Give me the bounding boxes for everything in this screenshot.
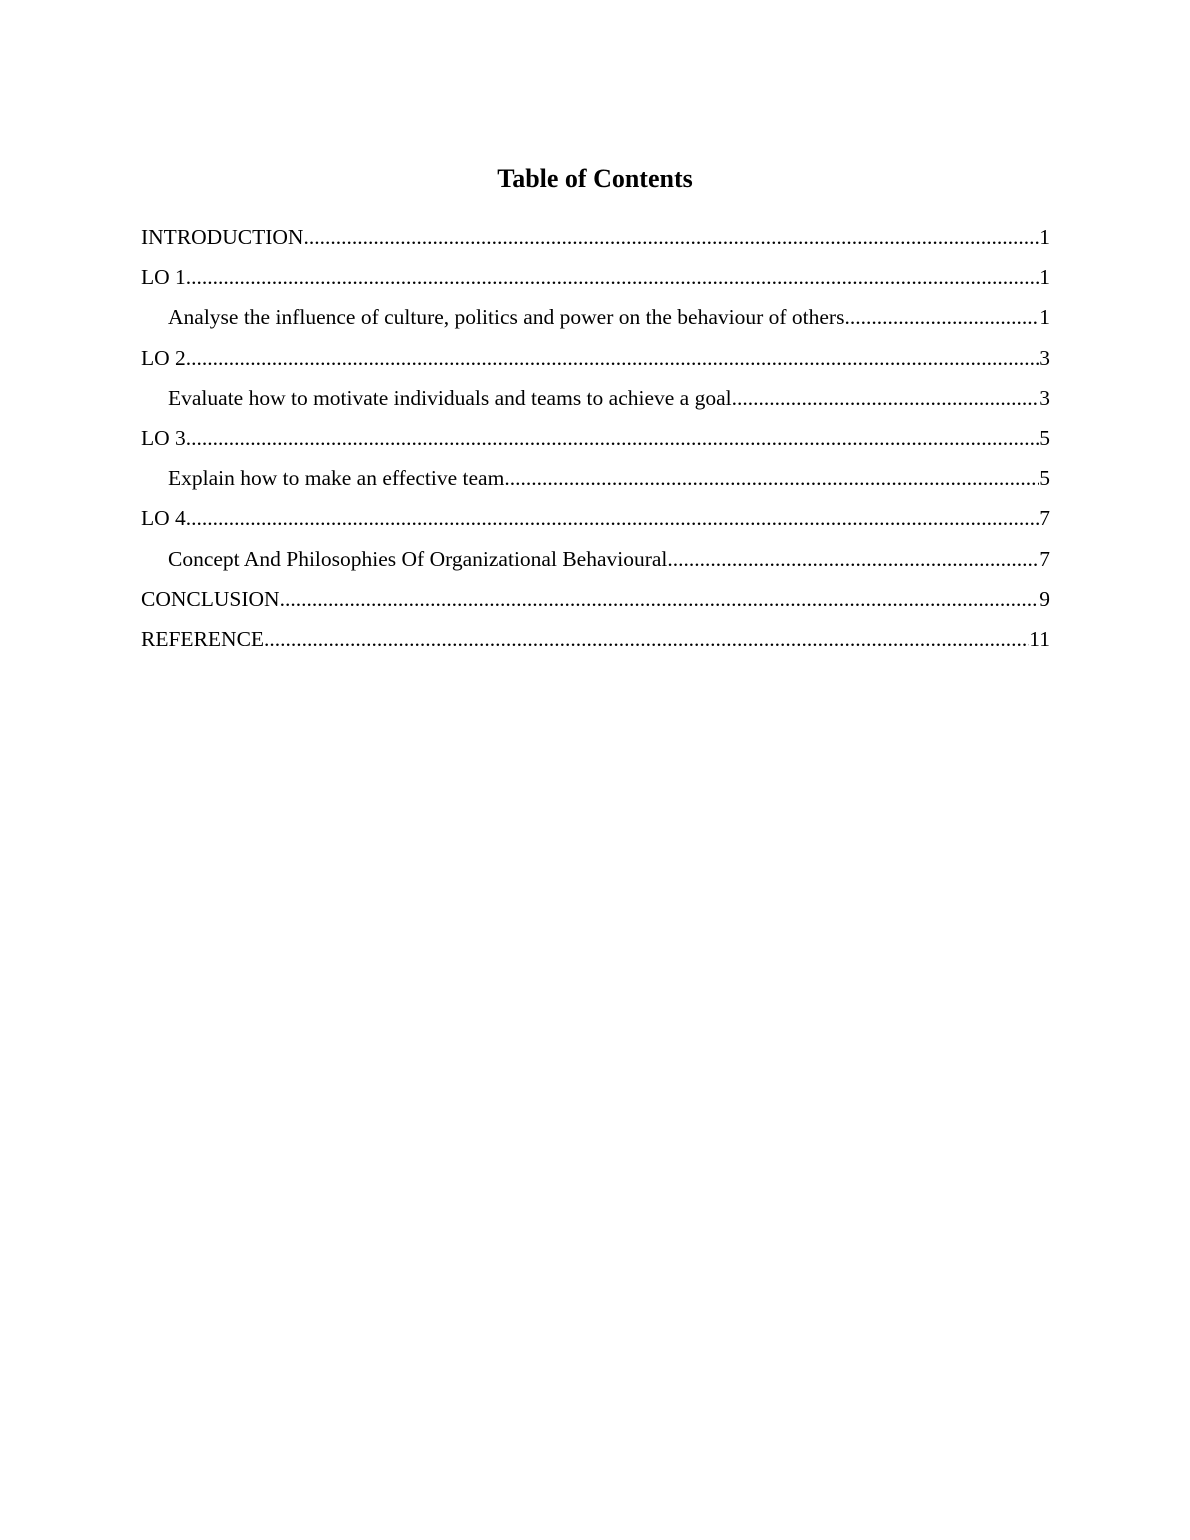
toc-dot-leader xyxy=(504,464,1039,492)
toc-entry-lo4-concept[interactable] xyxy=(141,544,1050,584)
toc-dot-leader xyxy=(186,424,1039,452)
toc-dot-leader xyxy=(732,384,1040,412)
toc-entry-page: 1 xyxy=(1039,305,1050,330)
toc-dot-leader xyxy=(844,303,1039,331)
toc-entry-page: 1 xyxy=(1039,225,1050,249)
toc-entry-lo2-evaluate[interactable] xyxy=(141,383,1050,423)
toc-dot-leader xyxy=(186,504,1039,532)
toc-entry-label: Concept And Philosophies Of Organizational Behavioural xyxy=(168,546,668,571)
toc-entry-page: 7 xyxy=(1039,546,1050,571)
toc-entry-page: 7 xyxy=(1039,506,1050,531)
toc-dot-leader xyxy=(186,344,1039,372)
toc-title: Table of Contents xyxy=(497,164,693,193)
toc-entry-label: LO 3 xyxy=(141,425,186,450)
toc-entry-label: Explain how to make an effective team xyxy=(168,466,505,491)
toc-entry-lo1[interactable] xyxy=(141,262,1050,302)
toc-entry-lo1-analyse[interactable] xyxy=(141,302,1050,342)
toc-entry-label: Evaluate how to motivate individuals and teams to achieve a goal xyxy=(168,385,732,410)
toc-entry-page: 3 xyxy=(1039,385,1050,410)
toc-entry-page: 9 xyxy=(1039,586,1050,611)
toc-entry-page: 3 xyxy=(1039,345,1050,370)
toc-entry-lo3[interactable] xyxy=(141,423,1050,463)
toc-entry-page: 11 xyxy=(1029,626,1050,651)
toc-entry-page: 5 xyxy=(1039,466,1050,491)
toc-dot-leader xyxy=(280,585,1040,613)
toc-entry-lo3-explain[interactable] xyxy=(141,463,1050,503)
toc-entry-label: REFERENCE xyxy=(141,626,265,651)
toc-entry-label: LO 1 xyxy=(141,265,186,290)
toc-entry-label: Analyse the influence of culture, politics and power on the behaviour of others xyxy=(168,305,845,330)
toc-entry-label: INTRODUCTION xyxy=(141,225,304,249)
toc-entry-lo4[interactable] xyxy=(141,503,1050,543)
toc-entry-reference[interactable] xyxy=(141,624,1050,664)
toc-entry-label: LO 4 xyxy=(141,506,186,531)
toc-list xyxy=(141,222,1050,664)
toc-dot-leader xyxy=(667,545,1039,573)
toc-entry-label: LO 2 xyxy=(141,345,186,370)
toc-entry-conclusion[interactable] xyxy=(141,584,1050,624)
toc-dot-leader xyxy=(303,223,1039,251)
toc-entry-page: 5 xyxy=(1039,425,1050,450)
toc-entry-lo2[interactable] xyxy=(141,343,1050,383)
toc-entry-label: CONCLUSION xyxy=(141,586,280,611)
toc-entry-introduction[interactable] xyxy=(141,222,1050,262)
toc-entry-page: 1 xyxy=(1039,265,1050,290)
toc-dot-leader xyxy=(264,625,1029,653)
toc-dot-leader xyxy=(186,263,1039,291)
